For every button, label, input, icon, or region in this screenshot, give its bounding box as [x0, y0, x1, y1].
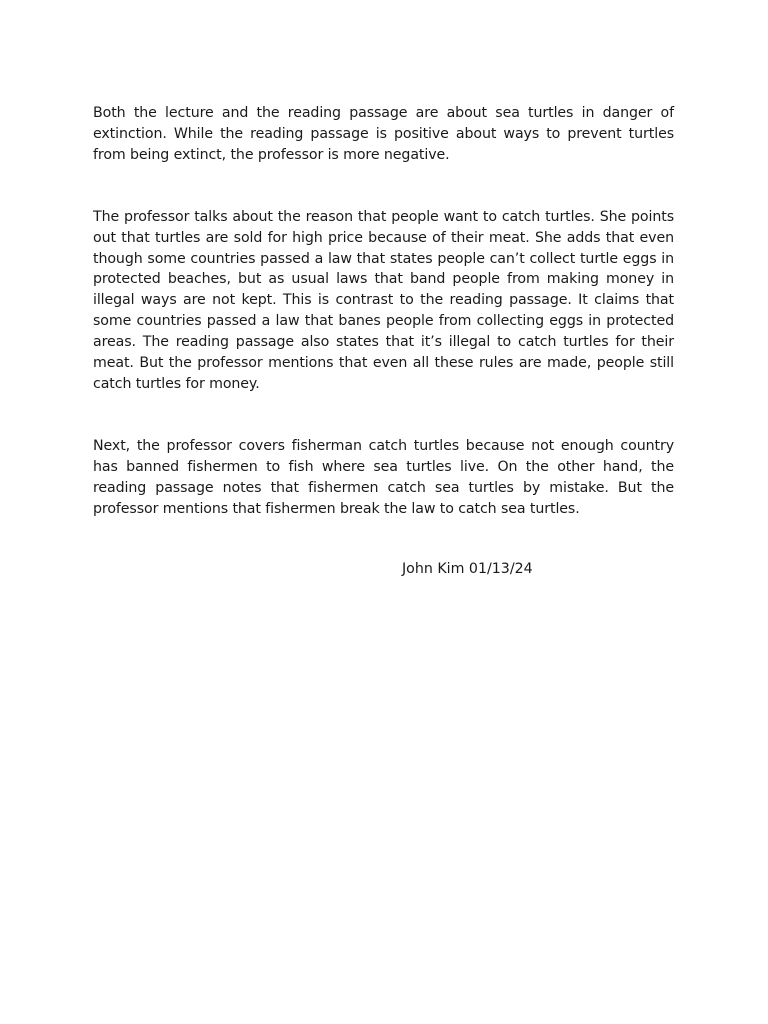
author-signature: John Kim 01/13/24 [402, 561, 533, 577]
document-body [93, 103, 674, 520]
paragraph-body-1: The professor talks about the reason that people want to catch turtles. She points out that turtles are sold for high price because of their meat. She adds that even though some countries passed a law that states people can’t collect turtle eggs in protected beaches, but as usual laws that band people from making money in illegal ways are not kept. This is contrast to the reading passage. It claims that some countries passed a law that banes people from collecting eggs in protected areas. The reading passage also states that it’s illegal to catch turtles for their meat. But the professor mentions that even all these rules are made, people still catch turtles for money. [93, 208, 674, 392]
paragraph-introduction: Both the lecture and the reading passage are about sea turtles in danger of extinction. While the reading passage is positive about ways to prevent turtles from being extinct, the professor is more negative. [93, 105, 674, 163]
paragraph-body-2: Next, the professor covers fisherman catch turtles because not enough country has banned fishermen to fish where sea turtles live. On the other hand, the reading passage notes that fishermen catch sea turtles by mistake. But the professor mentions that fishermen break the law to catch sea turtles. [93, 437, 674, 517]
